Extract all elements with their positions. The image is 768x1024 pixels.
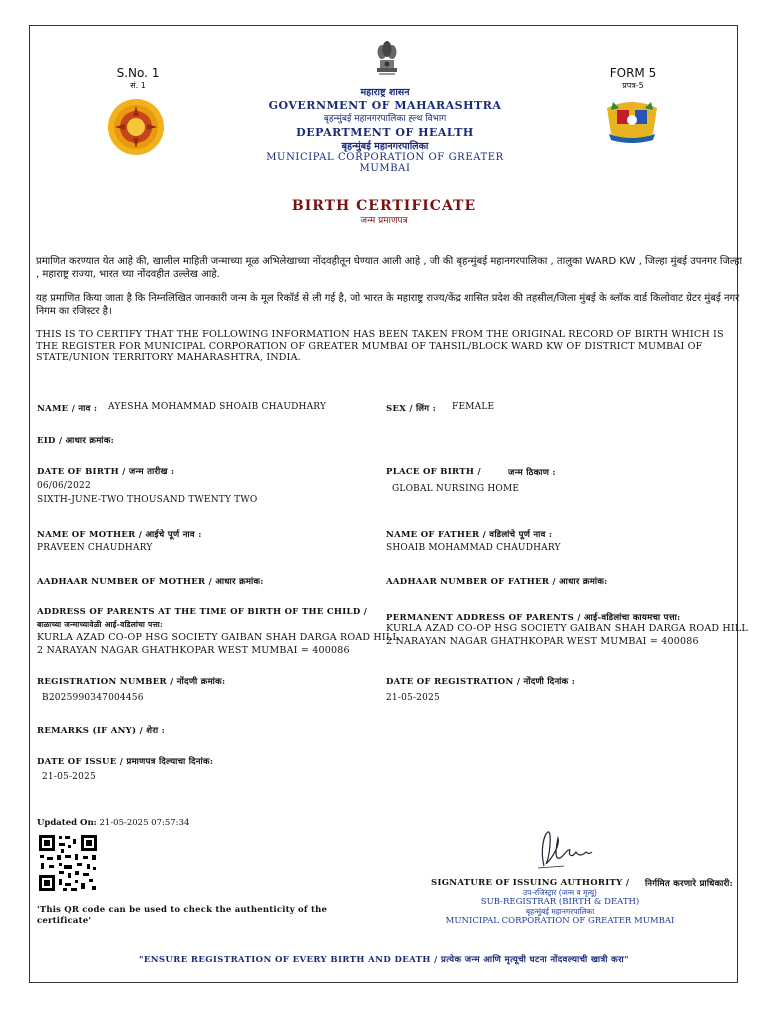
intro-english: THIS IS TO CERTIFY THAT THE FOLLOWING INFORMATION HAS BEEN TAKEN FROM THE ORIGINAL RECORD OF BIRTH WHICH IS THE REGISTER FOR MUNICIPAL CORPORATION OF GREATER MUMBAI OF TAHSIL/BLOCK WARD KW OF DISTRICT MUMBAI OF STATE/UNION TERRITORY MAHARASHTRA, INDIA. (36, 329, 724, 363)
government-english: GOVERNMENT OF MAHARASHTRA (268, 99, 502, 112)
father-value: SHOAIB MOHAMMAD CHAUDHARY (386, 543, 561, 553)
form-number: FORM 5 (609, 66, 657, 80)
dob-words: SIXTH-JUNE-TWO THOUSAND TWENTY TWO (37, 495, 258, 505)
qr-note: 'This QR code can be used to check the authenticity of the certificate' (37, 905, 328, 926)
name-label: NAME / नाव : (37, 404, 98, 414)
dob-label: DATE OF BIRTH / जन्म तारीख : (37, 467, 175, 477)
department-marathi: बृहन्मुंबई महानगरपालिका ह्ल्थ विभाग (323, 114, 447, 124)
corporation-marathi: बृहन्मुंबई महानगरपालिका (341, 141, 429, 152)
certificate-title-mr: जन्म प्रमाणपत्र (360, 216, 408, 226)
government-marathi: महाराष्ट्र शासन (360, 87, 410, 98)
registration-number-value: B2025990347004456 (42, 693, 144, 703)
updated-on-label: Updated On: (37, 818, 97, 828)
name-value: AYESHA MOHAMMAD SHOAIB CHAUDHARY (108, 402, 327, 412)
remarks-label: REMARKS (IF ANY) / शेरा : (37, 726, 166, 736)
maharashtra-seal-icon (107, 98, 165, 156)
eid-label: EID / आधार क्रमांक: (37, 436, 115, 446)
registration-slogan: "ENSURE REGISTRATION OF EVERY BIRTH AND DEATH / प्रत्येक जन्म आणि मृत्यूची घटना नोंदवल्याची खात्री करा" (139, 955, 629, 965)
address-birth-value-line2: 2 NARAYAN NAGAR GHATHKOPAR WEST MUMBAI = 400086 (37, 645, 350, 656)
address-birth-label-mr: बाळाच्या जन्माच्यावेळी आई-वडिलांचा पत्ता: (37, 620, 164, 629)
address-permanent-value-line1: KURLA AZAD CO-OP HSG SOCIETY GAIBAN SHAH DARGA ROAD HILL (386, 623, 748, 634)
signature-authority-label: SIGNATURE OF ISSUING AUTHORITY / (431, 878, 630, 888)
updated-on-value: 21-05-2025 07:57:34 (99, 818, 190, 828)
corporation-english-line1: MUNICIPAL CORPORATION OF GREATER (266, 152, 504, 163)
signature-mark-icon (534, 826, 594, 874)
department-english: DEPARTMENT OF HEALTH (296, 126, 474, 139)
corporation-english-line2: MUMBAI (359, 163, 411, 174)
address-permanent-value-line2: 2 NARAYAN NAGAR GHATHKOPAR WEST MUMBAI = 400086 (386, 636, 699, 647)
mother-value: PRAVEEN CHAUDHARY (37, 543, 153, 553)
registration-number-label: REGISTRATION NUMBER / नोंदणी क्रमांक: (37, 677, 226, 687)
issue-date-label: DATE OF ISSUE / प्रमाणपत्र दिल्याचा दिनांक: (37, 757, 214, 767)
intro-marathi: प्रमाणित करण्यात येत आहे की, खालील माहिती जन्माच्या मूळ अभिलेखाच्या नोंदवहीतून घेण्यात आली आहे , जी की बृहन्मुंबई महानगरपालिका , तालुका WARD KW , जिल्हा मुंबई उपनगर जिल्हा , महाराष्ट्र राज्या, भारत च्या नोंदवहीत उल्लेख आहे. (36, 256, 743, 280)
sex-value: FEMALE (452, 402, 495, 412)
mcgm-crest-icon (603, 98, 661, 144)
address-birth-value-line1: KURLA AZAD CO-OP HSG SOCIETY GAIBAN SHAH DARGA ROAD HILL (37, 632, 399, 643)
qr-code-icon[interactable] (37, 833, 99, 893)
signature-authority-label-mr: निर्गमित करणारे प्राधिकारी: (645, 879, 734, 889)
pob-value: GLOBAL NURSING HOME (392, 484, 520, 494)
aadhaar-father-label: AADHAAR NUMBER OF FATHER / आधार क्रमांक: (386, 577, 608, 587)
sex-label: SEX / लिंग : (386, 404, 437, 414)
registration-date-value: 21-05-2025 (386, 693, 440, 703)
address-permanent-label: PERMANENT ADDRESS OF PARENTS / आई-वडिलांचा कायमचा पत्ता: (386, 613, 681, 623)
pob-label: PLACE OF BIRTH / (386, 467, 481, 477)
address-birth-label: ADDRESS OF PARENTS AT THE TIME OF BIRTH OF THE CHILD / (37, 607, 368, 617)
registration-date-label: DATE OF REGISTRATION / नोंदणी दिनांक : (386, 677, 576, 687)
aadhaar-mother-label: AADHAAR NUMBER OF MOTHER / आधार क्रमांक: (37, 577, 264, 587)
mother-label: NAME OF MOTHER / आईचे पूर्ण नाव : (37, 530, 202, 540)
serial-number: S.No. 1 (116, 66, 160, 80)
issue-date-value: 21-05-2025 (42, 772, 96, 782)
ashoka-emblem-icon (374, 38, 400, 78)
sub-corporation-marathi: बृहन्मुंबई महानगरपालिका (525, 907, 595, 916)
sub-registrar-english: SUB-REGISTRAR (BIRTH & DEATH) (480, 897, 640, 907)
father-label: NAME OF FATHER / वडिलांचे पूर्ण नाव : (386, 530, 553, 540)
certificate-title: BIRTH CERTIFICATE (291, 198, 477, 214)
pob-label-mr: जन्म ठिकाण : (508, 468, 556, 478)
form-number-mr: प्रपत्र-5 (622, 81, 644, 90)
serial-number-mr: सं. 1 (130, 81, 146, 90)
dob-value: 06/06/2022 (37, 481, 91, 491)
intro-hindi: यह प्रमाणित किया जाता है कि निम्नलिखित जानकारी जन्म के मूल रिकॉर्ड से ली गई है, जो भारत के महाराष्ट्र राज्य/केंद्र शासित प्रदेश की तहसील/जिला मुंबई के ब्लॉक वार्ड किलोवाट ग्रेटर मुंबई नगर निगम का रजिस्टर है। (36, 293, 740, 317)
sub-registrar-marathi: उप-रजिस्ट्रार (जन्म व मृत्यू) (523, 888, 597, 897)
sub-corporation-english: MUNICIPAL CORPORATION OF GREATER MUMBAI (445, 916, 675, 926)
